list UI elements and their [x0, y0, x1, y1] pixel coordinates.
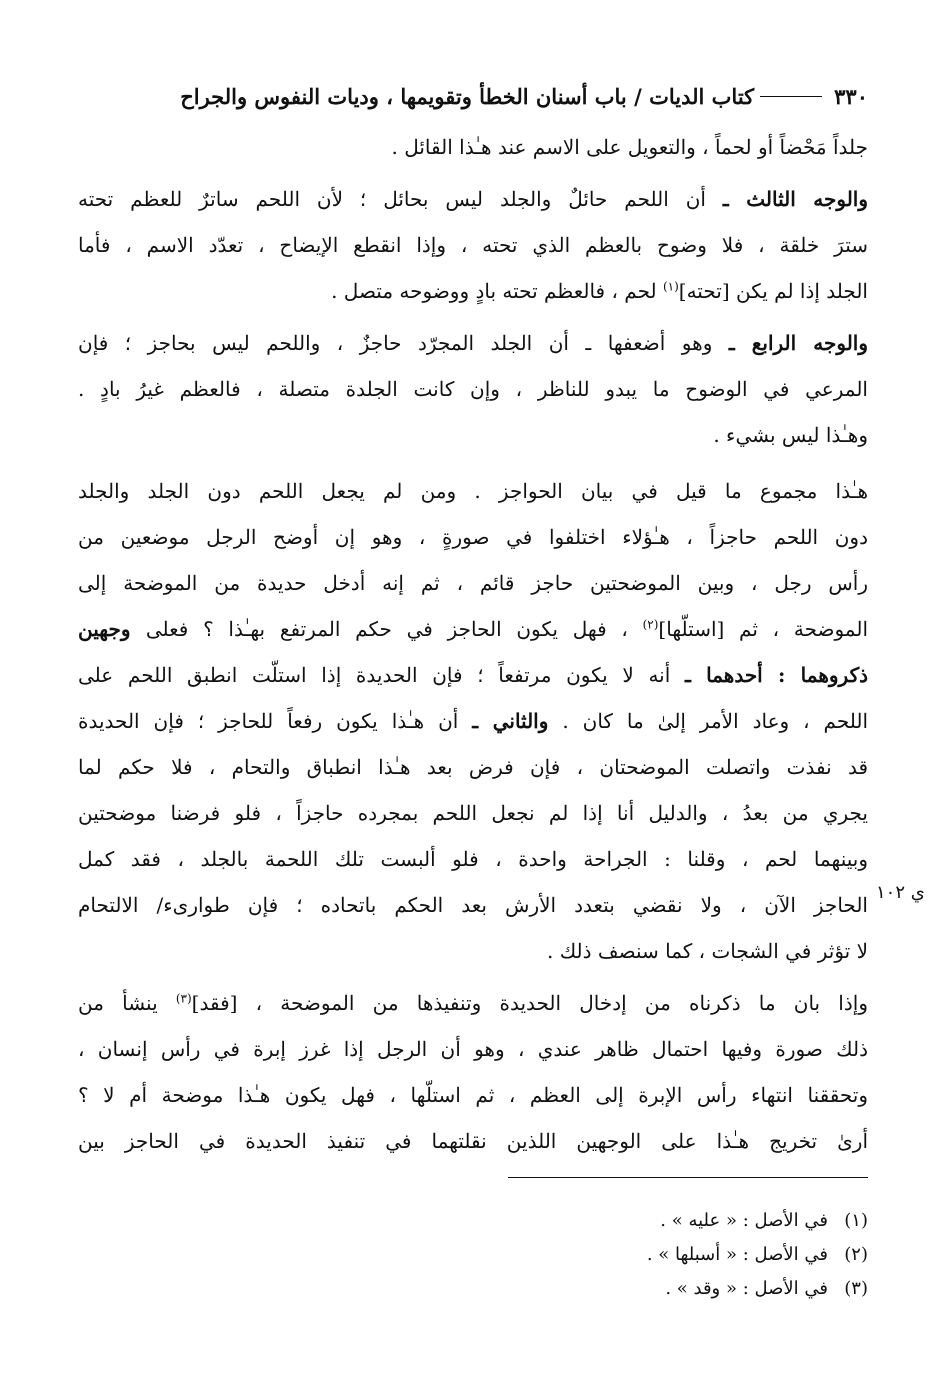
- text-line: يجري من بعدُ ، والدليل أنا إذا لم نجعل اللحم بمجرده حاجزاً ، فلو فرضنا موضحتين: [78, 801, 868, 825]
- footnote-ref[interactable]: (١): [662, 279, 679, 294]
- footnote-ref[interactable]: (٣): [175, 991, 192, 1006]
- footnote: [400, 1204, 868, 1238]
- text-line: الموضحة ، ثم [استلّها]$^{(٢)}$ ، فهل يكون الحاجز في حكم المرتفع بهـٰذا ؟ فعلى وجهين: [78, 617, 868, 641]
- text-line: والوجه الثالث ـ أن اللحم حائلٌ والجلد ليس بحائل ؛ لأن اللحم ساترٌ للعظم تحته: [78, 187, 868, 211]
- text-line: وبينهما لحم ، وقلنا : الجراحة واحدة ، فلو ألبست تلك اللحمة بالجلد ، فقد كمل: [78, 847, 868, 871]
- text-line: هـٰذا مجموع ما قيل في بيان الحواجز . ومن لم يجعل اللحم دون الجلد والجلد: [78, 479, 868, 503]
- section-lead: والوجه الرابع ـ: [728, 331, 868, 355]
- running-header: [78, 76, 868, 116]
- footnote-text: في الأصل : « أسبلها » .: [646, 1244, 828, 1265]
- text-line: جلداً مَحْضاً أو لحماً ، والتعويل على الاسم عند هـٰذا القائل .: [391, 135, 868, 159]
- text-line: وتحققنا انتهاء رأس الإبرة إلى العظم ، ثم استلّها ، فهل يكون هـٰذا موضحة أم لا ؟: [78, 1083, 868, 1107]
- text-line: وإذا بان ما ذكرناه من إدخال الحديدة وتنفيذها من الموضحة ، [فقد]$^{(٣)}$ ينشأ من: [78, 991, 868, 1015]
- text-line: الجلد إذا لم يكن [تحته]$^{(١)}$ لحم ، فالعظم تحته بادٍ ووضوحه متصل .: [331, 279, 868, 303]
- text-line: المرعي في الوضوح ما يبدو للناظر ، وإن كانت الجلدة متصلة ، فالعظم غيرُ بادٍ .: [78, 377, 868, 401]
- text-line: ذلك صورة وفيها احتمال ظاهر عندي ، وهو أن الرجل إذا غرز إبرة في رأس إنسان ،: [78, 1037, 868, 1061]
- text-line: الحاجز الآن ، ولا نقضي بتعدد الأرش بعد الحكم باتحاده ؛ فإن طوارىء/ الالتحام: [78, 893, 868, 917]
- text-line: قد نفذت واتصلت الموضحتان ، فإن فرض بعد هـٰذا انطباق والتحام ، فلا حكم لما: [78, 755, 868, 779]
- text-line: أرىٰ تخريج هـٰذا على الوجهين اللذين نقلتهما في تنفيذ الحديدة في الحاجز بين: [78, 1129, 868, 1153]
- header-rule: [760, 96, 822, 97]
- footnote: [400, 1238, 868, 1272]
- text-line: لا تؤثر في الشجات ، كما سنصف ذلك .: [546, 939, 868, 963]
- text-line: والوجه الرابع ـ وهو أضعفها ـ أن الجلد المجرّد حاجزٌ ، واللحم ليس بحاجز ؛ فإن: [78, 331, 868, 355]
- text-line: سترَ خلقة ، فلا وضوح بالعظم الذي تحته ، وإذا انقطع الإيضاح ، تعدّد الاسم ، فأما: [78, 233, 868, 257]
- footnote: [400, 1272, 868, 1306]
- margin-note: ي ١٠٢: [876, 882, 925, 903]
- main-text: [78, 124, 868, 1164]
- footnote-number: (١): [844, 1210, 868, 1231]
- text-line: دون اللحم حاجزاً ، هـٰؤلاء اختلفوا في صورةٍ ، وهو إن أوضح الرجل موضعين من: [78, 525, 868, 549]
- footnote-ref[interactable]: (٢): [642, 617, 659, 632]
- section-lead: والوجه الثالث ـ: [722, 187, 868, 211]
- text-line: ذكروهما : أحدهما ـ أنه لا يكون مرتفعاً ؛ فإن الحديدة إذا استلّت انطبق اللحم على: [78, 663, 868, 687]
- text-line: رأس رجل ، وبين الموضحتين حاجز قائم ، ثم إنه أدخل حديدة من الموضحة إلى: [78, 571, 868, 595]
- footnote-number: (٣): [844, 1278, 868, 1299]
- footnote-text: في الأصل : « وقد » .: [665, 1278, 828, 1299]
- text-line: وهـٰذا ليس بشيء .: [713, 423, 868, 447]
- page-number: ٣٣٠: [834, 83, 868, 109]
- footnote-number: (٢): [844, 1244, 868, 1265]
- footnotes: [400, 1204, 868, 1306]
- text-line: اللحم ، وعاد الأمر إلىٰ ما كان . والثاني ـ أن هـٰذا يكون رفعاً للحاجز ؛ فإن الحديدة: [78, 709, 868, 733]
- running-title: كتاب الديات / باب أسنان الخطأ وتقويمها ، وديات النفوس والجراح: [180, 83, 755, 109]
- footnote-divider: [508, 1177, 868, 1178]
- footnote-text: في الأصل : « عليه » .: [660, 1210, 828, 1231]
